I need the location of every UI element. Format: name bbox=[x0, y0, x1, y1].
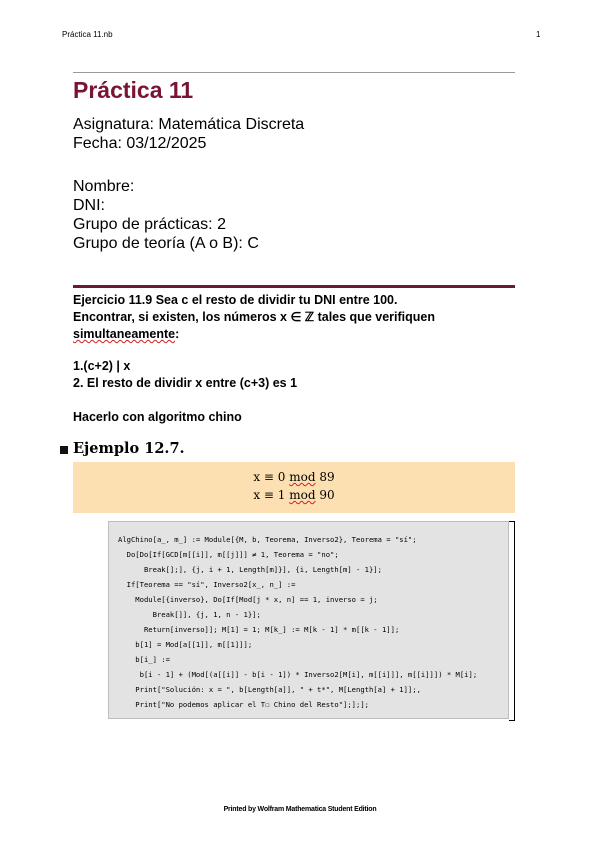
dni-line: DNI: bbox=[73, 197, 105, 214]
code-line-2: Do[Do[If[GCD[m[[i]], m[[j]]] ≠ 1, Teorema = "no"; bbox=[118, 550, 339, 559]
code-line-3: Break[];], {j, i + 1, Length[m]}], {i, Length[m] - 1}]; bbox=[118, 565, 382, 574]
exercise-statement bbox=[73, 292, 503, 343]
exercise-line-2: Encontrar, si existen, los números x ∈ ℤ tales que verifiquen bbox=[73, 310, 435, 324]
condition-1: 1.(c+2) | x bbox=[73, 359, 131, 373]
congruence-1 bbox=[73, 470, 515, 484]
page-number: 1 bbox=[536, 30, 541, 39]
practice-group-line: Grupo de prácticas: 2 bbox=[73, 216, 226, 233]
exercise-line-3 bbox=[73, 326, 503, 343]
code-line-6: Break[]], {j, 1, n - 1}]; bbox=[118, 610, 261, 619]
example-heading: Ejemplo 12.7. bbox=[73, 440, 185, 457]
name-line: Nombre: bbox=[73, 178, 135, 195]
code-line-11: Print["Solución: x = ", b[Length[a]], " + t*", M[Length[a] + 1]];, bbox=[118, 685, 421, 694]
eq1-modulus: 89 bbox=[315, 470, 335, 484]
title-divider bbox=[73, 72, 515, 73]
formula-cell bbox=[73, 462, 515, 513]
eq2-left: x ≡ 1 bbox=[253, 488, 290, 502]
date-line: Fecha: 03/12/2025 bbox=[73, 135, 207, 152]
condition-2: 2. El resto de dividir x entre (c+3) es 1 bbox=[73, 376, 298, 390]
exercise-line-3-rest: : bbox=[175, 327, 180, 341]
code-line-8: b[1] = Mod[a[[1]], m[[1]]]; bbox=[118, 640, 253, 649]
code-line-1: AlgChino[a_, m_] := Module[{M, b, Teorema, Inverso2}, Teorema = "sí"; bbox=[118, 535, 417, 544]
code-line-4: If[Teorema == "sí", Inverso2[x_, n_] := bbox=[118, 580, 296, 589]
section-divider bbox=[73, 285, 515, 288]
code-line-7: Return[inverso]]; M[1] = 1; M[k_] := M[k - 1] * m[[k - 1]]; bbox=[118, 625, 400, 634]
eq1-left: x ≡ 0 bbox=[253, 470, 290, 484]
method-note: Hacerlo con algoritmo chino bbox=[73, 410, 242, 424]
eq1-mod: mod bbox=[289, 470, 316, 484]
eq2-mod: mod bbox=[289, 488, 316, 502]
notebook-filename: Práctica 11.nb bbox=[62, 30, 113, 39]
eq2-modulus: 90 bbox=[315, 488, 335, 502]
code-line-10: b[i - 1] + (Mod[(a[[i]] - b[i - 1]) * Inverso2[M[i], m[[i]]], m[[i]]]) * M[i]; bbox=[118, 670, 478, 679]
code-line-12: Print["No podemos aplicar el T☐ Chino del Resto"];];]; bbox=[118, 700, 369, 709]
cell-bracket[interactable] bbox=[509, 521, 515, 721]
misspelled-word: simultaneamente bbox=[73, 327, 176, 341]
code-line-5: Module[{inverso}, Do[If[Mod[j * x, n] == 1, inverso = j; bbox=[118, 595, 378, 604]
congruence-2 bbox=[73, 488, 515, 502]
page-title: Práctica 11 bbox=[73, 77, 194, 103]
section-bullet-icon[interactable] bbox=[60, 446, 68, 454]
theory-group-line: Grupo de teoría (A o B): C bbox=[73, 235, 259, 252]
exercise-line-1: Ejercicio 11.9 Sea c el resto de dividir tu DNI entre 100. bbox=[73, 293, 398, 307]
code-line-9: b[i_] := bbox=[118, 655, 170, 664]
print-footer: Printed by Wolfram Mathematica Student Edition bbox=[223, 806, 377, 813]
subject-line: Asignatura: Matemática Discreta bbox=[73, 116, 305, 133]
